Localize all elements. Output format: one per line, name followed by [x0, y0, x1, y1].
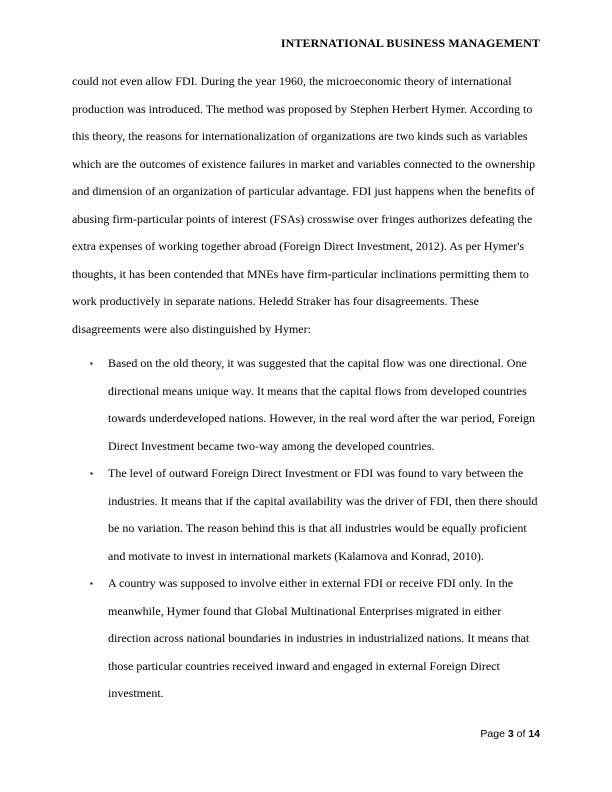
body-paragraph: could not even allow FDI. During the year 1960, the microeconomic theory of international production was introduced. The method was proposed by Stephen Herbert Hymer. According to this theory, the reasons for internationalization of organizations are two kinds such as variables which are the outcomes of existence failures in market and variables connected to the ownership and dimension of an organization of particular advantage. FDI just happens when the benefits of abusing firm-particular points of interest (FSAs) crosswise over fringes authorizes defeating the extra expenses of working together abroad (Foreign Direct Investment, 2012). As per Hymer's thoughts, it has been contended that MNEs have firm-particular inclinations permitting them to work productively in separate nations. Heledd Straker has four disagreements. These disagreements were also distinguished by Hymer:	[72, 74, 536, 336]
of-label: of	[516, 728, 526, 740]
bullet-item	[72, 460, 542, 570]
bullet-list	[72, 350, 542, 708]
bullet-item	[72, 570, 542, 708]
current-page-number: 3	[507, 728, 514, 740]
bullet-text: The level of outward Foreign Direct Investment or FDI was found to vary between the industries. It means that if the capital availability was the driver of FDI, then there should be no variation. The reason behind this is that all industries would be equally proficient and motivate to invest in international markets (Kalamova and Konrad, 2010).	[108, 466, 538, 563]
bullet-text: A country was supposed to involve either in external FDI or receive FDI only. In the meanwhile, Hymer found that Global Multinational Enterprises migrated in either direction across national boundaries in industries in industrialized nations. It means that those particular countries received inward and engaged in external Foreign Direct investment.	[108, 576, 530, 700]
total-pages-number: 14	[528, 728, 540, 740]
bullet-item	[72, 350, 542, 460]
square-bullet-icon: ▪	[90, 469, 93, 478]
page-label: Page	[480, 728, 505, 740]
square-bullet-icon: ▪	[90, 579, 93, 588]
bullet-text: Based on the old theory, it was suggested that the capital flow was one directional. One directional means unique way. It means that the capital flows from developed countries towards underdeveloped nations. However, in the real word after the war period, Foreign Direct Investment became two-way among the developed countries.	[108, 356, 536, 453]
running-header: INTERNATIONAL BUSINESS MANAGEMENT	[280, 36, 540, 50]
page-number-footer	[480, 728, 540, 740]
square-bullet-icon: ▪	[90, 359, 93, 368]
